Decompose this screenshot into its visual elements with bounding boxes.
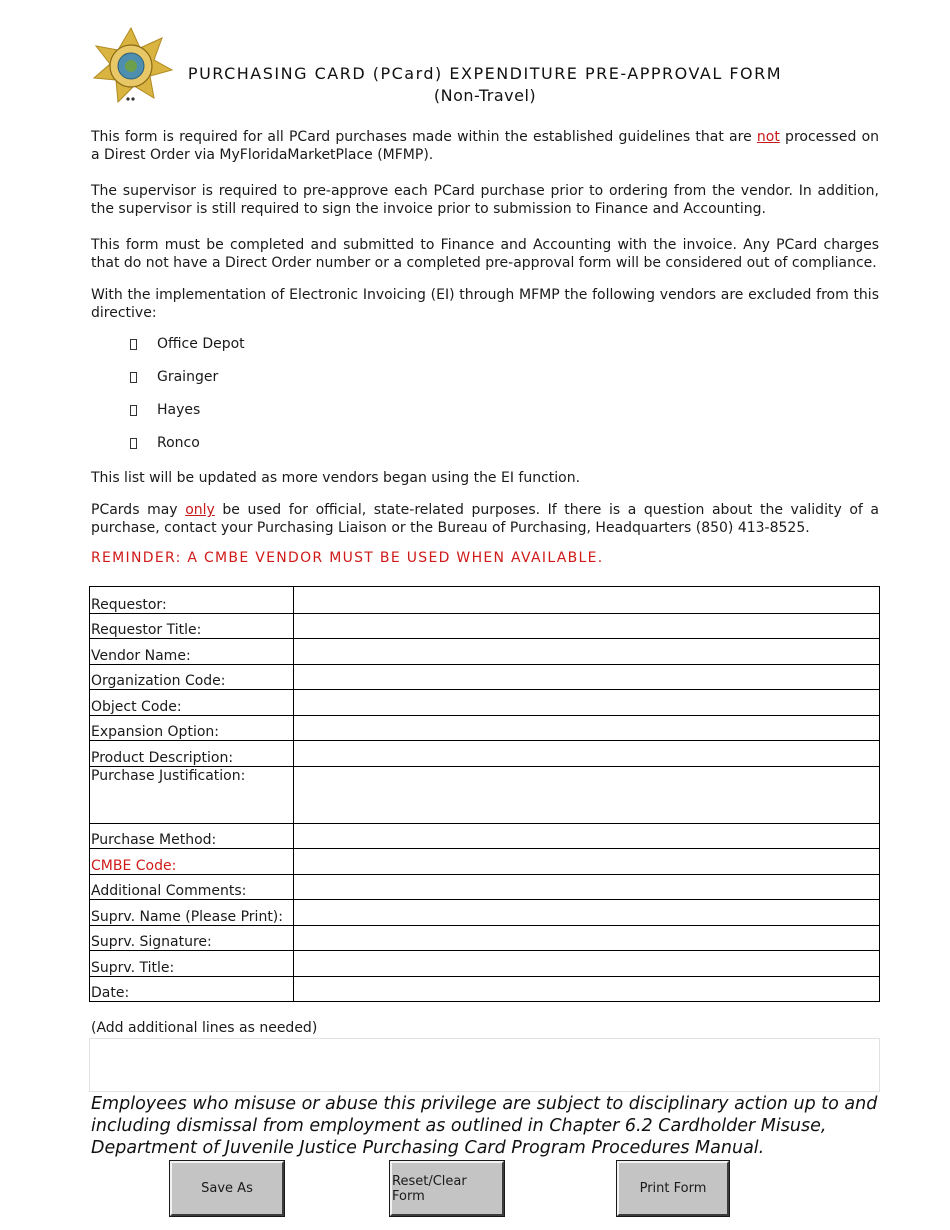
field-label: Vendor Name:	[90, 639, 294, 665]
supervisor-name-field[interactable]	[294, 900, 880, 926]
field-label: Expansion Option:	[90, 716, 294, 741]
field-label: Product Description:	[90, 741, 294, 767]
requestor-title-field[interactable]	[294, 614, 880, 639]
field-label: Requestor:	[90, 587, 294, 614]
field-label: Suprv. Title:	[90, 951, 294, 977]
table-row	[90, 849, 880, 875]
field-label: Purchase Justification:	[90, 767, 294, 824]
table-row	[90, 614, 880, 639]
table-row	[90, 824, 880, 849]
table-row	[90, 716, 880, 741]
organization-code-field[interactable]	[294, 665, 880, 690]
field-label: CMBE Code:	[90, 849, 294, 875]
list-item: Ronco	[130, 435, 430, 468]
field-label: Suprv. Name (Please Print):	[90, 900, 294, 926]
intro-paragraph-6: PCards may only be used for official, state-related purposes. If there is a question about the validity of a purchase, contact your Purchasing Liaison or the Bureau of Purchasing, Headquarters (850) 413-8525.	[91, 502, 879, 536]
list-item: Office Depot	[130, 336, 430, 369]
list-item: Hayes	[130, 402, 430, 435]
field-label: Object Code:	[90, 690, 294, 716]
excluded-vendor-list	[130, 336, 430, 468]
table-row	[90, 741, 880, 767]
intro-paragraph-3: This form must be completed and submitted to Finance and Accounting with the invoice. Any PCard charges that do not have a Direct Order number or a completed pre-approval form will be considered out of compliance.	[91, 237, 879, 271]
list-item: Grainger	[130, 369, 430, 402]
field-label: Organization Code:	[90, 665, 294, 690]
pre-approval-form-table	[89, 586, 880, 1002]
field-label: Purchase Method:	[90, 824, 294, 849]
bullet-box-icon	[130, 339, 137, 350]
form-subtitle: (Non-Travel)	[433, 86, 537, 105]
requestor-field[interactable]	[294, 587, 880, 614]
emphasis-only: only	[185, 502, 215, 518]
bullet-box-icon	[130, 372, 137, 383]
table-row	[90, 875, 880, 900]
vendor-name-field[interactable]	[294, 639, 880, 665]
intro-paragraph-4: With the implementation of Electronic Invoicing (EI) through MFMP the following vendors are excluded from this directive:	[91, 287, 879, 321]
table-row	[90, 665, 880, 690]
table-row	[90, 767, 880, 824]
cmbe-reminder: REMINDER: A CMBE VENDOR MUST BE USED WHEN AVAILABLE.	[91, 550, 604, 566]
bullet-box-icon	[130, 405, 137, 416]
print-form-button[interactable]: Print Form	[617, 1161, 729, 1216]
intro-paragraph-2: The supervisor is required to pre-approve each PCard purchase prior to ordering from the vendor. In addition, the supervisor is still required to sign the invoice prior to submission to Finance and Accounting.	[91, 183, 879, 217]
cmbe-code-field[interactable]	[294, 849, 880, 875]
object-code-field[interactable]	[294, 690, 880, 716]
additional-comments-field[interactable]	[294, 875, 880, 900]
supervisor-title-field[interactable]	[294, 951, 880, 977]
intro-paragraph-1: This form is required for all PCard purchases made within the established guidelines that are not processed on a Direst Order via MyFloridaMarketPlace (MFMP).	[91, 129, 880, 163]
table-row	[90, 926, 880, 951]
field-label: Suprv. Signature:	[90, 926, 294, 951]
product-description-field[interactable]	[294, 741, 880, 767]
field-label: Additional Comments:	[90, 875, 294, 900]
table-row	[90, 951, 880, 977]
date-field[interactable]	[294, 977, 880, 1002]
misuse-warning: Employees who misuse or abuse this privilege are subject to disciplinary action up to and including dismissal from employment as outlined in Chapter 6.2 Cardholder Misuse, Department of Juvenile Justice Purchasing Card Program Procedures Manual.	[91, 1094, 878, 1158]
table-row	[90, 639, 880, 665]
table-row	[90, 977, 880, 1002]
table-row	[90, 900, 880, 926]
save-as-button[interactable]: Save As	[170, 1161, 284, 1216]
field-label: Date:	[90, 977, 294, 1002]
field-label: Requestor Title:	[90, 614, 294, 639]
purchase-justification-field[interactable]	[294, 767, 880, 824]
purchase-method-field[interactable]	[294, 824, 880, 849]
additional-lines-textarea[interactable]	[89, 1038, 880, 1092]
bullet-box-icon	[130, 438, 137, 449]
emphasis-not: not	[756, 129, 780, 145]
supervisor-signature-field[interactable]	[294, 926, 880, 951]
table-row	[90, 690, 880, 716]
intro-paragraph-5: This list will be updated as more vendors began using the EI function.	[91, 470, 581, 486]
reset-clear-form-button[interactable]: Reset/Clear Form	[390, 1161, 504, 1216]
form-title: PURCHASING CARD (PCard) EXPENDITURE PRE-APPROVAL FORM	[187, 64, 783, 83]
table-row	[90, 587, 880, 614]
expansion-option-field[interactable]	[294, 716, 880, 741]
additional-lines-note: (Add additional lines as needed)	[91, 1020, 318, 1036]
